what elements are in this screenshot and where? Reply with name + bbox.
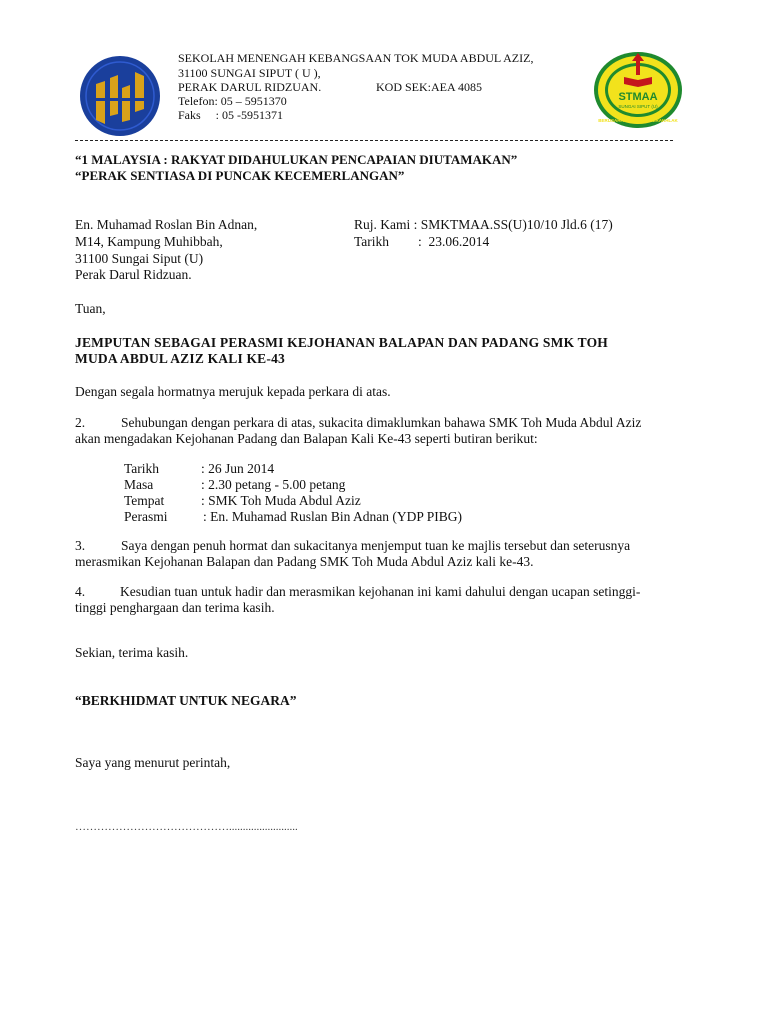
school-address-line2: PERAK DARUL RIDZUAN.: [178, 80, 322, 94]
slogan-line1: “1 MALAYSIA : RAKYAT DIDAHULUKAN PENCAPAIAN DIUTAMAKAN”: [75, 152, 518, 167]
detail-label-time: Masa: [124, 477, 154, 492]
paragraph-3-line1: Saya dengan penuh hormat dan sukacitanya menjemput tuan ke majlis tersebut dan seterusnya: [121, 538, 631, 553]
detail-value-time: : 2.30 petang - 5.00 petang: [201, 477, 346, 492]
paragraph-3-number: 3.: [75, 538, 86, 553]
paragraph-4-line1: Kesudian tuan untuk hadir dan merasmikan kejohanan ini kami dahului dengan ucapan setinggi-: [120, 584, 641, 599]
paragraph-3-line2: merasmikan Kejohanan Balapan dan Padang SMK Toh Muda Abdul Aziz kali ke-43.: [75, 554, 534, 569]
school-logo-left: [78, 54, 162, 143]
header-divider: [75, 140, 673, 141]
paragraph-4-number: 4.: [75, 584, 86, 599]
school-address-line1: 31100 SUNGAI SIPUT ( U ),: [178, 66, 321, 80]
slogan-line2: “PERAK SENTIASA DI PUNCAK KECEMERLANGAN”: [75, 168, 405, 183]
school-telephone: Telefon: 05 – 5951370: [178, 94, 287, 108]
detail-value-officiator: : En. Muhamad Ruslan Bin Adnan (YDP PIBG): [203, 509, 462, 524]
subject-line1: JEMPUTAN SEBAGAI PERASMI KEJOHANAN BALAPAN DAN PADANG SMK TOH: [75, 335, 608, 350]
detail-value-venue: : SMK Toh Muda Abdul Aziz: [201, 493, 361, 508]
school-code: KOD SEK:AEA 4085: [376, 80, 483, 94]
paragraph-2-line2: akan mengadakan Kejohanan Padang dan Balapan Kali Ke-43 seperti butiran berikut:: [75, 431, 538, 446]
detail-label-venue: Tempat: [124, 493, 165, 508]
badge-text: STMAA: [618, 91, 658, 103]
closing-text: Sekian, terima kasih.: [75, 645, 189, 660]
motto: “BERKHIDMAT UNTUK NEGARA”: [75, 693, 297, 708]
school-badge-right: [592, 49, 684, 136]
signoff-text: Saya yang menurut perintah,: [75, 755, 231, 770]
signature-line: …………………………………….........................: [75, 821, 298, 833]
paragraph-2-line1: Sehubungan dengan perkara di atas, sukacita dimaklumkan bahawa SMK Toh Muda Abdul Aziz: [121, 415, 642, 430]
recipient-address-line2: M14, Kampung Muhibbah,: [75, 234, 223, 249]
date-value: : 23.06.2014: [418, 234, 490, 249]
paragraph-1: Dengan segala hormatnya merujuk kepada perkara di atas.: [75, 384, 391, 399]
paragraph-4-line2: tinggi penghargaan dan terima kasih.: [75, 600, 275, 615]
recipient-name: En. Muhamad Roslan Bin Adnan,: [75, 217, 258, 232]
school-name: SEKOLAH MENENGAH KEBANGSAAN TOK MUDA ABDUL AZIZ,: [178, 51, 534, 65]
reference-number: Ruj. Kami : SMKTMAA.SS(U)10/10 Jld.6 (17): [354, 217, 613, 232]
school-fax: Faks : 05 -5951371: [178, 108, 283, 122]
detail-value-date: : 26 Jun 2014: [201, 461, 275, 476]
salutation: Tuan,: [75, 301, 106, 316]
badge-motto: BERUSAHA BERBAKTI BERAKHLAK: [598, 118, 678, 123]
recipient-address-line4: Perak Darul Ridzuan.: [75, 267, 192, 282]
badge-subtext: SUNGAI SIPUT (U): [618, 104, 658, 109]
paragraph-2-number: 2.: [75, 415, 86, 430]
date-label: Tarikh: [354, 234, 390, 249]
subject-line2: MUDA ABDUL AZIZ KALI KE-43: [75, 351, 285, 366]
detail-label-officiator: Perasmi: [124, 509, 168, 524]
recipient-address-line3: 31100 Sungai Siput (U): [75, 251, 204, 266]
detail-label-date: Tarikh: [124, 461, 160, 476]
